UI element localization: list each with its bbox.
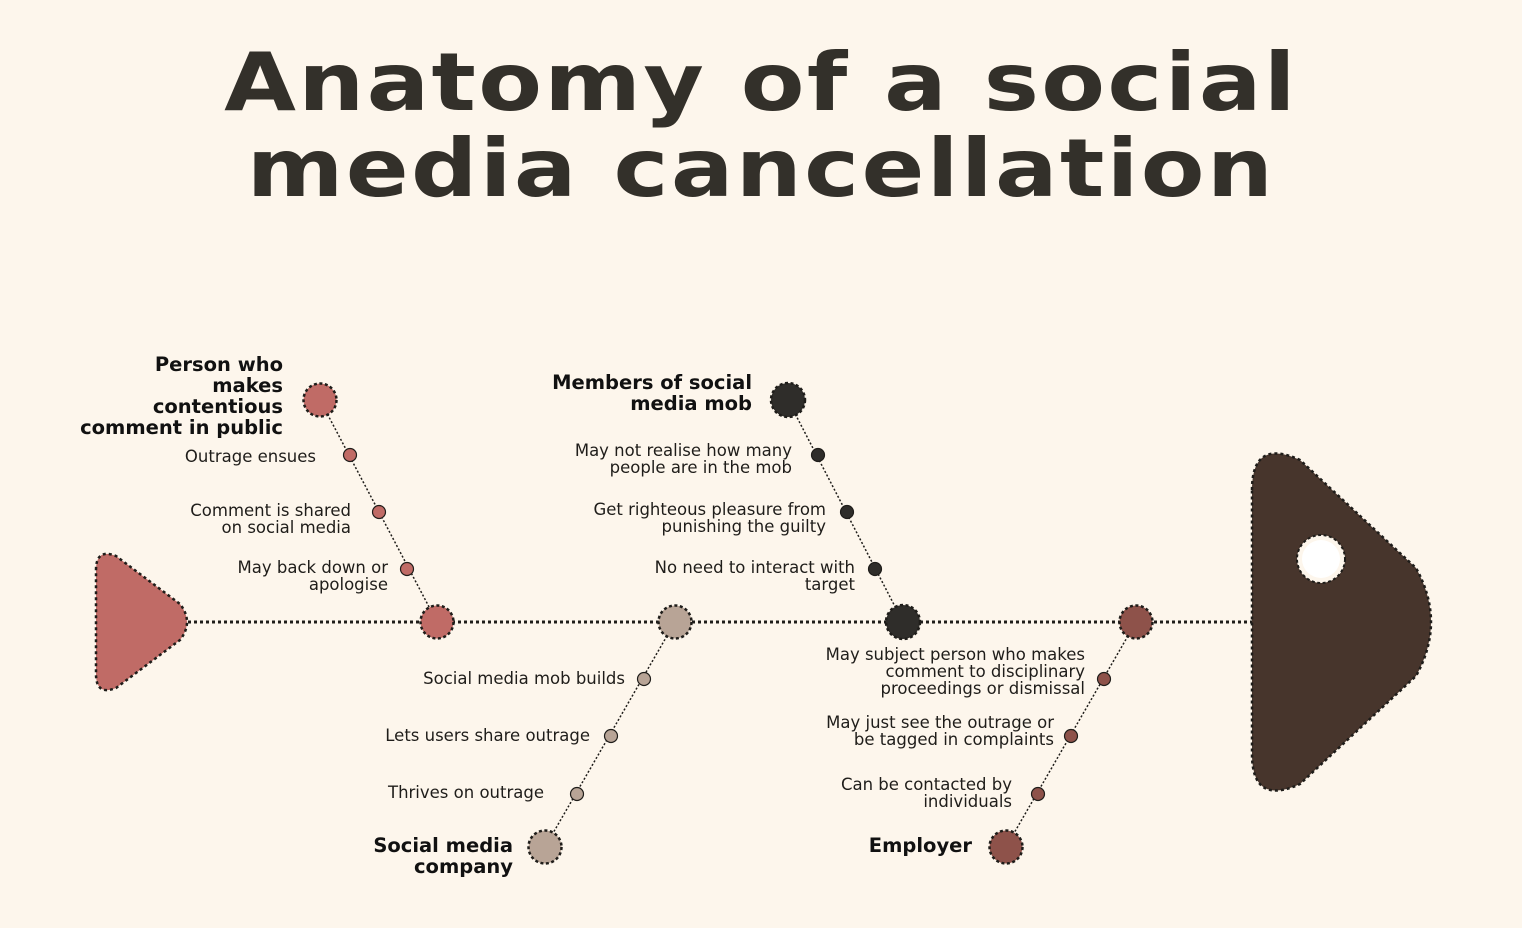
bone-mob-item: May not realise how many people are in the mob <box>574 441 792 477</box>
fish-head <box>1252 453 1431 790</box>
bone-mob-item-dot <box>869 563 882 576</box>
bone-person-item-dot <box>401 563 414 576</box>
bone-mob-label: Members of social media mob <box>552 371 752 415</box>
bone-person-label: Person who makes contentious comment in public <box>80 353 283 439</box>
bone-company-label: Social media company <box>373 834 513 878</box>
title-line-2: media cancellation <box>246 122 1276 215</box>
fish-tail <box>96 554 187 690</box>
page-title <box>0 36 1522 215</box>
bone-employer-spine-node <box>1120 606 1153 639</box>
fish-pupil <box>1302 540 1340 578</box>
bone-company-item: Social media mob builds <box>423 669 625 688</box>
bone-employer-item-dot <box>1098 673 1111 686</box>
bone-person-end-node <box>304 384 337 417</box>
bone-company-item-dot <box>605 730 618 743</box>
bone-company-item-dot <box>571 788 584 801</box>
bone-employer-item-dot <box>1032 788 1045 801</box>
bone-person-spine-node <box>421 606 454 639</box>
bone-employer-item-dot <box>1065 730 1078 743</box>
bone-mob-end-node <box>771 383 805 417</box>
bone-person-item: Comment is shared on social media <box>190 501 351 537</box>
bone-mob-item-dot <box>812 449 825 462</box>
bone-person-item-dot <box>344 449 357 462</box>
bone-employer-item: May just see the outrage or be tagged in complaints <box>826 713 1054 749</box>
title-line-1: Anatomy of a social <box>224 36 1298 129</box>
bone-person-item-dot <box>373 506 386 519</box>
bone-company-spine-node <box>659 606 692 639</box>
bone-company-item: Lets users share outrage <box>385 726 590 745</box>
bone-mob-item-dot <box>841 506 854 519</box>
bone-company-end-node <box>529 831 562 864</box>
bone-person-item: May back down or apologise <box>237 558 388 594</box>
bone-employer-item: Can be contacted by individuals <box>840 775 1012 811</box>
bone-employer-label: Employer <box>868 834 972 857</box>
bone-company-item-dot <box>638 673 651 686</box>
bone-employer-item: May subject person who makes comment to disciplinary proceedings or dismissal <box>825 645 1085 698</box>
bone-person-item: Outrage ensues <box>184 447 316 466</box>
bone-mob-item: Get righteous pleasure from punishing the guilty <box>593 500 826 536</box>
bone-mob-spine-node <box>886 605 920 639</box>
bone-company-item: Thrives on outrage <box>387 783 544 802</box>
bone-employer-end-node <box>990 831 1023 864</box>
bone-mob-item: No need to interact with target <box>654 558 855 594</box>
